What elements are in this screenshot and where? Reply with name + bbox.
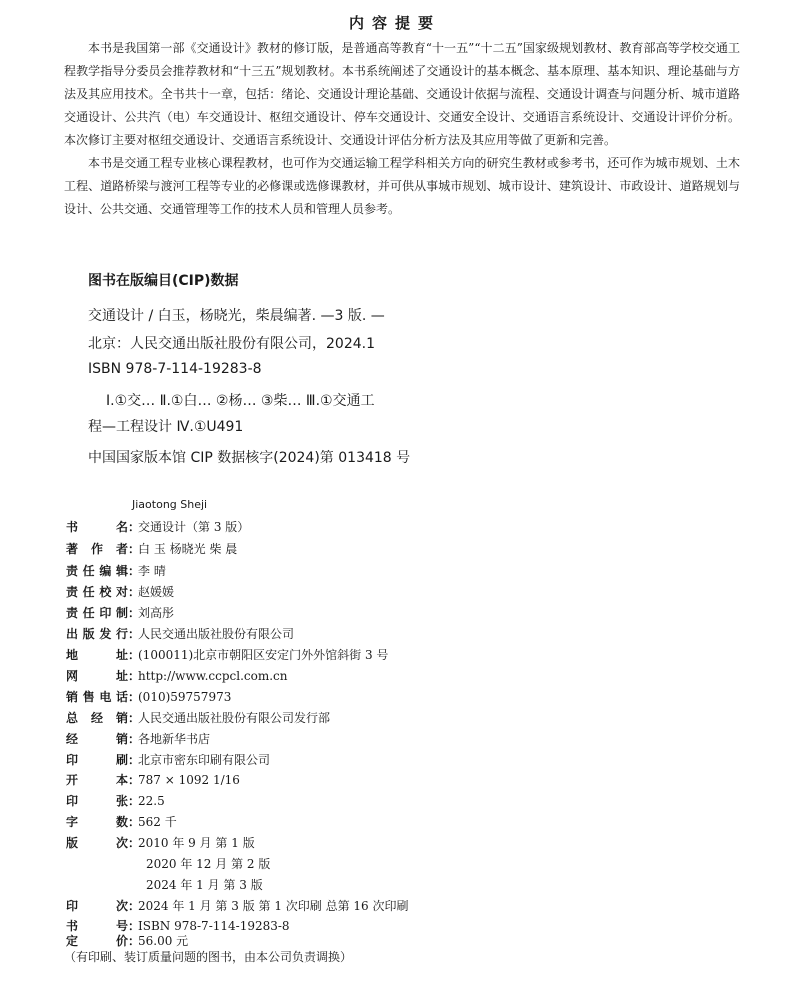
record-printing — [66, 897, 766, 916]
record-colon: ： — [128, 815, 141, 829]
record-value: 李 晴 — [138, 564, 166, 578]
record-colon: ： — [128, 585, 141, 599]
record-colon: ： — [128, 564, 141, 578]
quality-note: （有印刷、装订质量问题的图书，由本公司负责调换） — [64, 950, 353, 964]
cip-line: 北京：人民交通出版社股份有限公司，2024.1 — [88, 336, 375, 352]
record-sheets — [66, 792, 766, 811]
record-sales-phone — [66, 688, 766, 707]
record-value: 2020 年 12 月 第 2 版 — [146, 857, 271, 871]
cip-line: 交通设计 / 白玉，杨晓光，柴晨编著. —3 版. — — [88, 308, 385, 324]
title-pinyin: Jiaotong Sheji — [132, 498, 208, 511]
record-colon: ： — [128, 690, 141, 704]
record-label: 著作者 — [66, 542, 128, 556]
summary-paragraph: 本书是我国第一部《交通设计》教材的修订版，是普通高等教育“十一五”“十二五”国家级规划教材、教育部高等学校交通工程教学指导分委员会推荐教材和“十三五”规划教材。本书系统阐述了交通设计的基本概念、基本原理、基本知识、理论基础与方法及其应用技术。全书共十一章，包括：绪论、交通设计理论基础、交通设计依据与流程、交通设计调查与问题分析、城市道路交通设计、公共汽（电）车交通设计、枢纽交通设计、停车交通设计、交通安全设计、交通语言系统设计、交通设计评价分析。本次修订主要对枢纽交通设计、交通语言系统设计、交通设计评估分析方法及其应用等做了更新和完善。 — [64, 41, 740, 147]
record-value: 北京市密东印刷有限公司 — [138, 753, 271, 767]
record-colon: ： — [128, 773, 141, 787]
record-colon: ： — [128, 669, 141, 683]
record-label: 定价 — [66, 934, 128, 948]
record-label: 责任印制 — [66, 606, 128, 620]
record-colon: ： — [128, 648, 141, 662]
record-label: 印张 — [66, 794, 128, 808]
record-address — [66, 646, 766, 665]
record-value: 562 千 — [138, 815, 177, 829]
summary-text — [64, 37, 740, 221]
record-colon: ： — [128, 520, 141, 534]
record-label: 责任校对 — [66, 585, 128, 599]
summary-paragraph: 本书是交通工程专业核心课程教材，也可作为交通运输工程学科相关方向的研究生教材或参考书，还可作为城市规划、土木工程、道路桥梁与渡河工程等专业的必修课或选修课教材，并可供从事城市规划、城市设计、建筑设计、市政设计、道路规划与设计、公共交通、交通管理等工作的技术人员和管理人员参考。 — [64, 156, 740, 216]
cip-isbn: ISBN 978-7-114-19283-8 — [88, 361, 262, 377]
record-edition-continued — [66, 855, 766, 874]
record-label: 书名 — [66, 520, 128, 534]
record-publisher — [66, 625, 766, 644]
record-general-distributor — [66, 709, 766, 728]
record-label: 责任编辑 — [66, 564, 128, 578]
record-value: 赵媛媛 — [138, 585, 175, 599]
record-website — [66, 667, 766, 686]
record-label: 印刷 — [66, 753, 128, 767]
record-label: 网址 — [66, 669, 128, 683]
record-value: 各地新华书店 — [138, 732, 211, 746]
record-authors — [66, 540, 766, 559]
record-word-count — [66, 813, 766, 832]
record-print-manager — [66, 604, 766, 623]
record-value: 交通设计（第 3 版） — [138, 520, 250, 534]
cip-data-number: 中国国家版本馆 CIP 数据核字(2024)第 013418 号 — [88, 450, 411, 466]
record-label: 印次 — [66, 899, 128, 913]
cip-line: 程—工程设计 Ⅳ.①U491 — [88, 419, 244, 435]
record-colon: ： — [128, 794, 141, 808]
record-value: (100011)北京市朝阳区安定门外外馆斜街 3 号 — [138, 648, 389, 662]
record-value: 人民交通出版社股份有限公司 — [138, 627, 295, 641]
record-label: 销售电话 — [66, 690, 128, 704]
record-label: 地址 — [66, 648, 128, 662]
record-label: 版次 — [66, 836, 128, 850]
record-colon: ： — [128, 627, 141, 641]
record-label: 经销 — [66, 732, 128, 746]
record-value: 56.00 元 — [138, 934, 189, 948]
record-colon: ： — [128, 732, 141, 746]
record-editor — [66, 562, 766, 581]
record-colon: ： — [128, 542, 141, 556]
record-value: 刘高彤 — [138, 606, 175, 620]
record-edition — [66, 834, 766, 853]
record-value: 2024 年 1 月 第 3 版 — [146, 878, 263, 892]
record-colon: ： — [128, 753, 141, 767]
record-value: 2024 年 1 月 第 3 版 第 1 次印刷 总第 16 次印刷 — [138, 899, 409, 913]
record-value: 2010 年 9 月 第 1 版 — [138, 836, 255, 850]
record-label: 出版发行 — [66, 627, 128, 641]
record-format — [66, 771, 766, 790]
record-value: (010)59757973 — [138, 690, 232, 704]
record-label: 字数 — [66, 815, 128, 829]
record-value: 787 × 1092 1/16 — [138, 773, 240, 787]
record-distributor — [66, 730, 766, 749]
record-value: ISBN 978-7-114-19283-8 — [138, 919, 290, 933]
record-title — [66, 518, 766, 537]
record-colon: ： — [128, 836, 141, 850]
summary-title: 内容提要 — [348, 14, 441, 32]
record-value: http://www.ccpcl.com.cn — [138, 669, 288, 683]
record-edition-continued — [66, 876, 766, 895]
record-colon: ： — [128, 919, 141, 933]
record-label: 书号 — [66, 919, 128, 933]
record-label: 总经销 — [66, 711, 128, 725]
record-value: 白 玉 杨晓光 柴 晨 — [138, 542, 238, 556]
record-colon: ： — [128, 899, 141, 913]
record-value: 人民交通出版社股份有限公司发行部 — [138, 711, 331, 725]
cip-heading: 图书在版编目(CIP)数据 — [88, 273, 239, 289]
record-value: 22.5 — [138, 794, 165, 808]
record-proofreader — [66, 583, 766, 602]
record-printer — [66, 751, 766, 770]
cip-line: Ⅰ.①交… Ⅱ.①白… ②杨… ③柴… Ⅲ.①交通工 — [106, 393, 375, 409]
record-label: 开本 — [66, 773, 128, 787]
record-colon: ： — [128, 934, 141, 948]
record-colon: ： — [128, 711, 141, 725]
record-colon: ： — [128, 606, 141, 620]
